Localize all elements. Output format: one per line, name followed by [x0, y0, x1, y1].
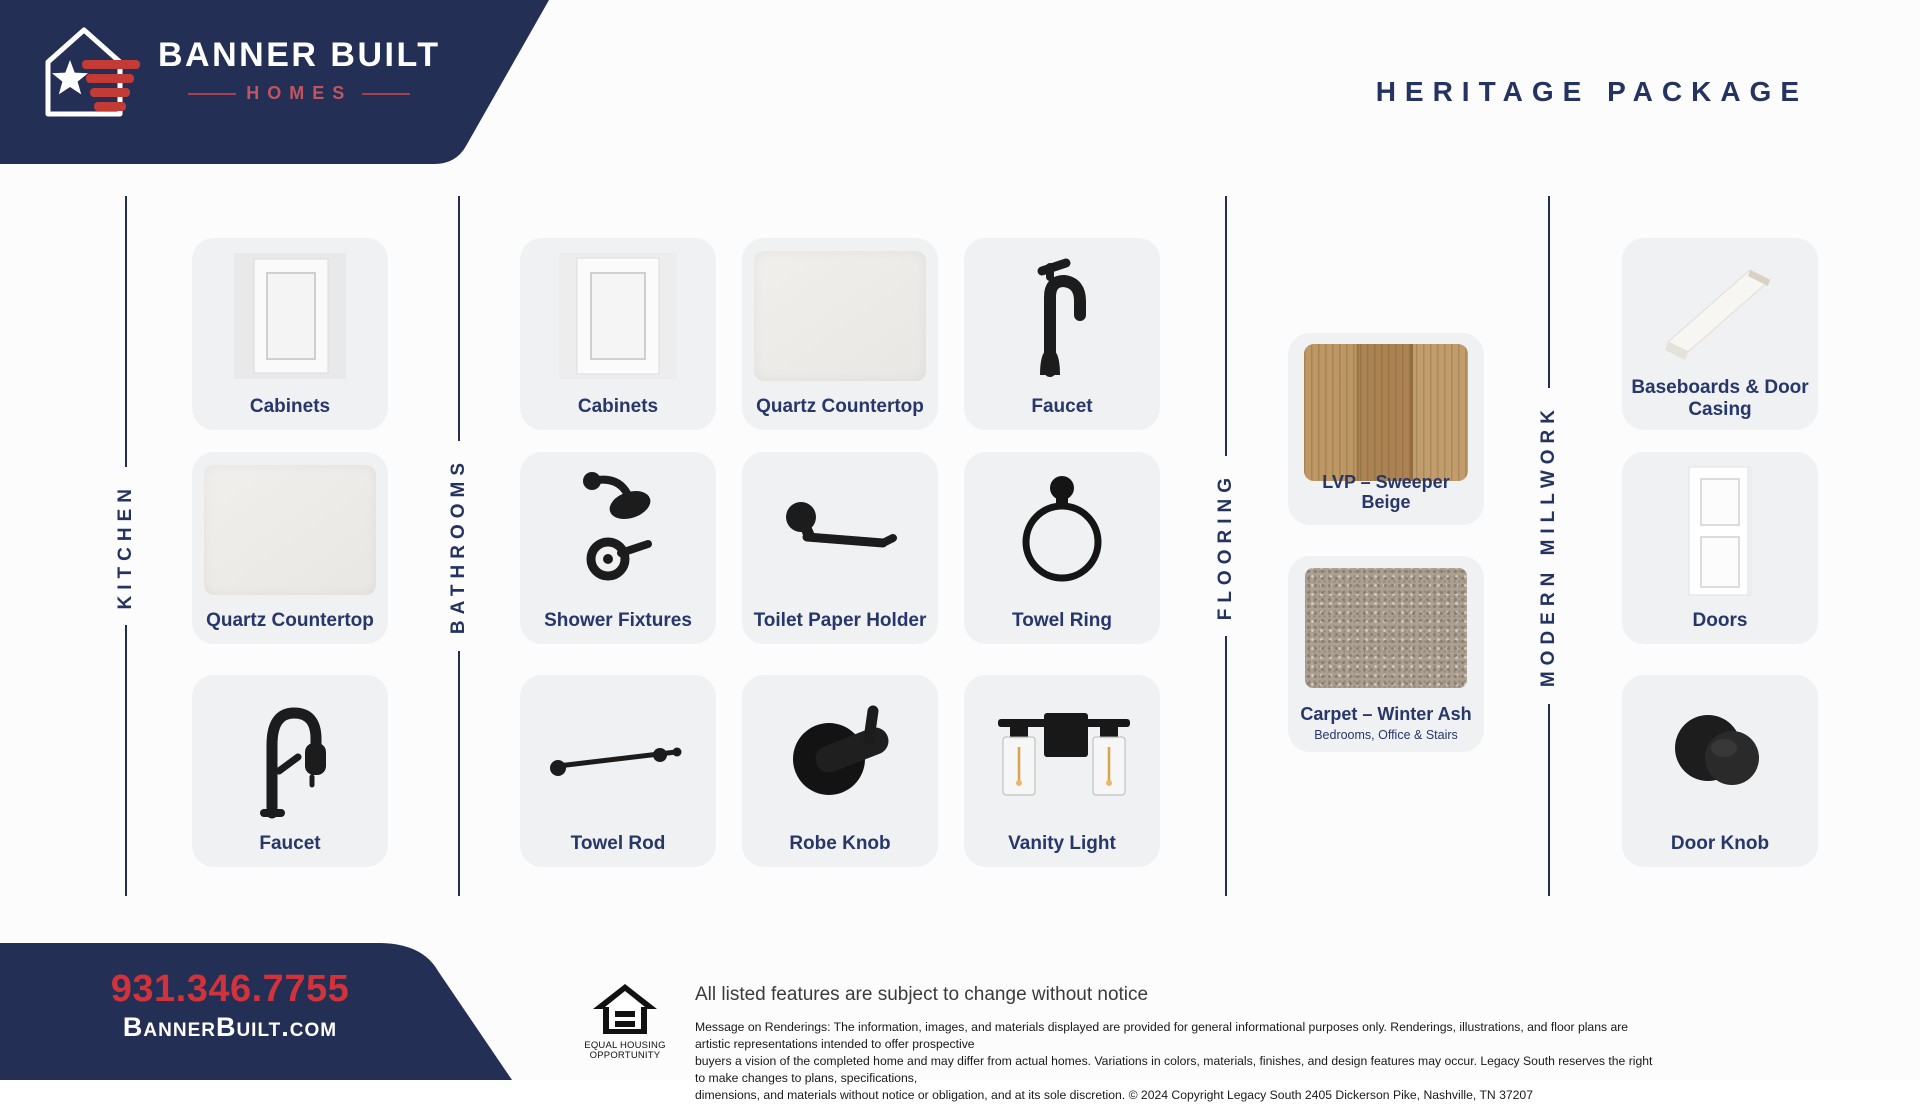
vanity-light-icon	[986, 699, 1138, 807]
card-image	[202, 248, 378, 384]
bathrooms-section-label: BATHROOMS	[448, 457, 469, 635]
carpet-swatch	[1305, 568, 1467, 688]
card-baseboards-door-casing	[1622, 238, 1818, 430]
phone-number: 931.346.7755	[110, 968, 350, 1010]
card-image	[202, 462, 378, 598]
card-image	[752, 685, 928, 821]
flooring-section-divider	[1206, 196, 1246, 896]
feature-label: Towel Ring	[1012, 609, 1112, 631]
card-image	[530, 462, 706, 598]
card-towel-rod	[520, 675, 716, 867]
card-bath-quartz-countertop	[742, 238, 938, 430]
card-door-knob	[1622, 675, 1818, 867]
lvp-wood-swatch	[1304, 344, 1468, 481]
card-lvp-flooring	[1288, 333, 1484, 525]
feature-label: Baseboards & Door Casing	[1631, 377, 1809, 420]
cabinet-door-icon	[559, 253, 677, 379]
equal-housing-line1: EQUAL HOUSING	[584, 1040, 666, 1051]
card-bath-faucet	[964, 238, 1160, 430]
bathrooms-section-divider	[439, 196, 479, 896]
divider-line	[1548, 704, 1550, 896]
feature-label: LVP – Sweeper Beige	[1322, 471, 1450, 512]
divider-line	[125, 625, 127, 896]
feature-label: Cabinets	[577, 395, 659, 417]
feature-label: Robe Knob	[789, 832, 891, 854]
feature-label: Cabinets	[249, 395, 331, 417]
disclaimer-line: buyers a vision of the completed home and may differ from actual homes. Variations in colors, materials, finishes, and design features may occur. Legacy South reserves the right to make changes to plans, specifications,	[695, 1054, 1653, 1086]
brand-wordmark	[158, 36, 440, 104]
package-title: HERITAGE PACKAGE	[1375, 76, 1808, 107]
card-carpet-flooring	[1288, 556, 1484, 752]
divider-line	[1225, 636, 1227, 896]
card-image	[752, 462, 928, 598]
card-image	[752, 248, 928, 384]
feature-sublabel: Bedrooms, Office & Stairs	[1314, 728, 1458, 742]
card-kitchen-quartz-countertop	[192, 452, 388, 644]
quartz-slab-swatch	[204, 465, 376, 595]
divider-line	[1548, 196, 1550, 388]
towel-ring-icon	[1014, 472, 1110, 588]
brand-tagline: HOMES	[246, 83, 353, 103]
feature-label: Door Knob	[1670, 832, 1770, 854]
card-shower-fixtures	[520, 452, 716, 644]
shower-fixtures-icon	[562, 465, 674, 595]
robe-knob-icon	[781, 697, 899, 809]
brand-name: BANNER BUILT	[158, 36, 441, 74]
card-image	[1632, 248, 1808, 372]
divider-line	[458, 196, 460, 441]
card-image	[974, 462, 1150, 598]
flooring-section-label: FLOORING	[1215, 471, 1236, 621]
disclaimer-line: Message on Renderings: The information, images, and materials displayed are provided for general informational purposes only. Renderings, illustrations, and floor plans are artistic representations intended to offer prospective	[695, 1020, 1629, 1052]
card-vanity-light	[964, 675, 1160, 867]
card-image	[530, 685, 706, 821]
door-knob-icon	[1664, 698, 1776, 808]
divider-line	[458, 651, 460, 896]
disclaimer-line: dimensions, and materials without notice or obligation, and at its sole discretion. © 2024 Copyright Legacy South 2405 Dickerson Pike, Nashville, TN 37207	[695, 1088, 1533, 1103]
feature-label: Toilet Paper Holder	[753, 609, 927, 631]
towel-rod-icon	[546, 724, 690, 782]
footnotes	[695, 984, 1655, 1104]
equal-housing-logo	[582, 984, 668, 1062]
card-doors	[1622, 452, 1818, 644]
contact-block	[70, 968, 390, 1043]
card-image	[974, 685, 1150, 821]
website-url: BannerBuilt.com	[122, 1012, 338, 1042]
card-image	[1298, 566, 1474, 690]
bath-faucet-icon	[1020, 251, 1104, 381]
equal-housing-text	[582, 1041, 668, 1062]
feature-label: Faucet	[259, 832, 321, 854]
feature-label: Vanity Light	[1008, 832, 1116, 854]
kitchen-faucet-icon	[242, 687, 338, 819]
kitchen-section-label: KITCHEN	[115, 482, 136, 610]
card-image	[202, 685, 378, 821]
brand-house-flag-icon	[40, 20, 144, 120]
feature-label: Faucet	[1031, 395, 1093, 417]
quartz-slab-swatch	[754, 251, 926, 381]
renderings-disclaimer	[695, 1019, 1655, 1104]
change-notice: All listed features are subject to change without notice	[695, 984, 1149, 1005]
card-image	[974, 248, 1150, 384]
card-kitchen-faucet	[192, 675, 388, 867]
baseboard-icon	[1650, 256, 1790, 364]
kitchen-section-divider	[106, 196, 146, 896]
feature-label: Carpet – Winter Ash	[1300, 703, 1472, 724]
card-robe-knob	[742, 675, 938, 867]
feature-label: Doors	[1692, 609, 1748, 631]
equal-housing-line2: OPPORTUNITY	[589, 1050, 661, 1062]
card-kitchen-cabinets	[192, 238, 388, 430]
card-image	[530, 248, 706, 384]
cabinet-door-icon	[234, 253, 346, 379]
divider-line	[1225, 196, 1227, 456]
toilet-paper-holder-icon	[777, 491, 903, 569]
divider-line	[125, 196, 127, 467]
feature-label: Quartz Countertop	[756, 395, 924, 417]
millwork-section-label: MODERN MILLWORK	[1538, 404, 1559, 688]
card-image	[1632, 685, 1808, 821]
tagline-left-rule	[188, 93, 236, 95]
feature-label: Quartz Countertop	[206, 609, 374, 631]
tagline-right-rule	[362, 93, 410, 95]
millwork-section-divider	[1529, 196, 1569, 896]
card-image	[1298, 343, 1474, 481]
card-bath-cabinets	[520, 238, 716, 430]
brand-logo	[40, 20, 440, 120]
door-icon	[1675, 463, 1765, 597]
equal-housing-house-icon	[593, 984, 657, 1034]
card-image	[1632, 462, 1808, 598]
feature-label: Towel Rod	[570, 832, 666, 854]
card-toilet-paper-holder	[742, 452, 938, 644]
brand-tagline-row	[158, 83, 440, 104]
feature-label: Shower Fixtures	[544, 609, 692, 631]
card-towel-ring	[964, 452, 1160, 644]
